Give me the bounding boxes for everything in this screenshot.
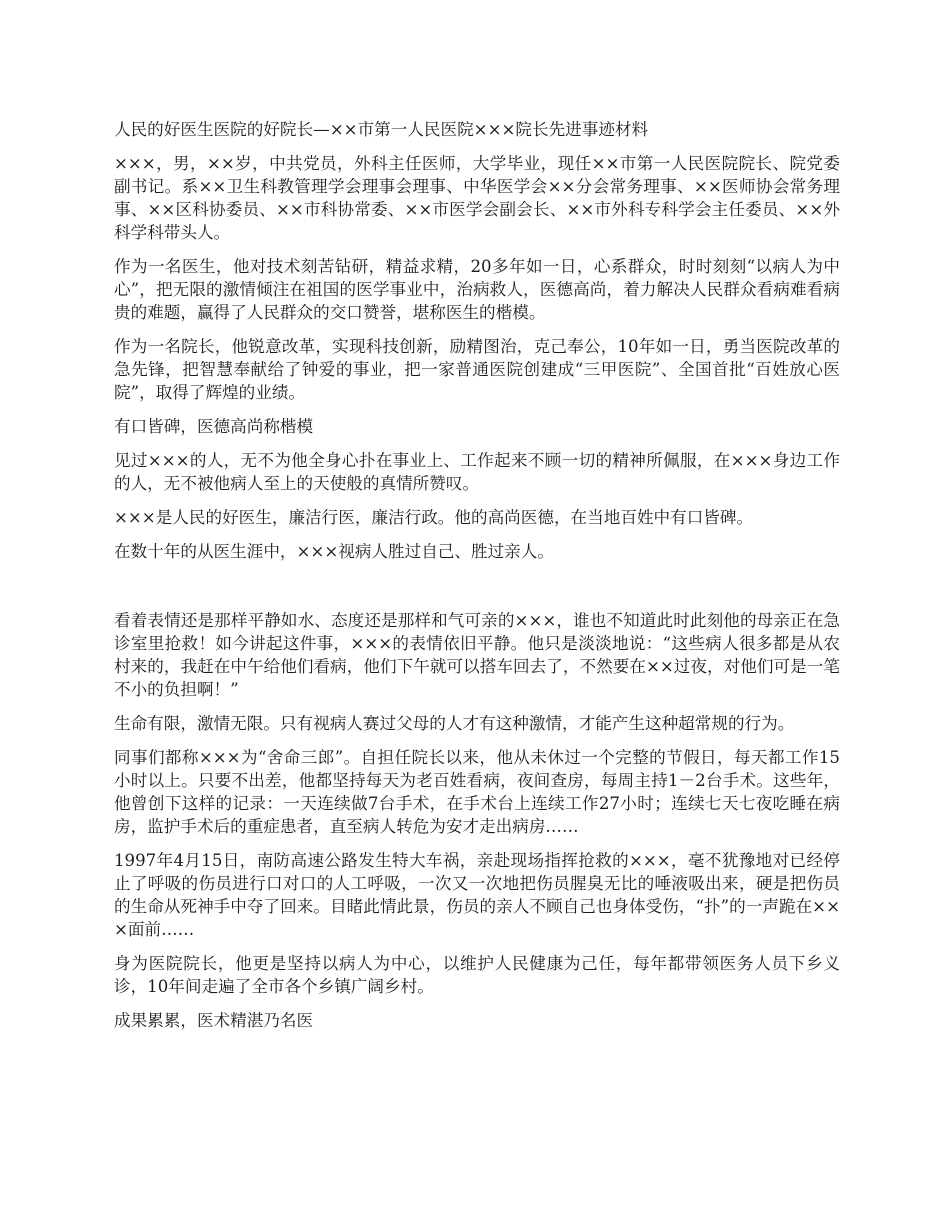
blank-gap: [114, 574, 840, 609]
section-heading-reputation: 有口皆碑，医德高尚称楷模: [114, 417, 314, 436]
admire-paragraph: 见过×××的人，无不为他全身心扑在事业上、工作起来不顾一切的精神所佩服，在×××身边工作的人，无不被他病人至上的天使般的真情所赞叹。: [114, 451, 840, 493]
intro-paragraph: ×××，男，××岁，中共党员，外科主任医师，大学毕业，现任××市第一人民医院院长、院党委副书记。系××卫生科教管理学会理事会理事、中华医学会××分会常务理事、××医师协会常务理事、××区科协委员、××市科协常委、××市医学会副会长、××市外科专科学会主任委员、××外科学科带头人。: [114, 154, 840, 242]
document-page: [114, 118, 840, 1043]
doctor-paragraph: 作为一名医生，他对技术刻苦钻研，精益求精，20多年如一日，心系群众，时时刻刻“以病人为中心”，把无限的激情倾注在祖国的医学事业中，治病救人，医德高尚，着力解决人民群众看病难看病贵的难题，赢得了人民群众的交口赞誉，堪称医生的楷模。: [114, 257, 840, 322]
good-doctor-paragraph: ×××是人民的好医生，廉洁行医，廉洁行政。他的高尚医德，在当地百姓中有口皆碑。: [114, 508, 754, 527]
career-paragraph: 在数十年的从医生涯中，×××视病人胜过自己、胜过亲人。: [114, 542, 554, 561]
section-heading-achievements: 成果累累，医术精湛乃名医: [114, 1011, 314, 1030]
passion-paragraph: 生命有限，激情无限。只有视病人赛过父母的人才有这种激情，才能产生这种超常规的行为。: [114, 714, 795, 733]
accident-paragraph: 1997年4月15日，南防高速公路发生特大车祸，亲赴现场指挥抢救的×××，毫不犹豫地对已经停止了呼吸的伤员进行口对口的人工呼吸，一次又一次地把伤员腥臭无比的唾液吸出来，硬是把伤员的生命从死神手中夺了回来。目睹此情此景，伤员的亲人不顾自己也身体受伤，“扑”的一声跪在×××面前……: [114, 851, 840, 939]
colleagues-paragraph: 同事们都称×××为“舍命三郎”。自担任院长以来，他从未休过一个完整的节假日，每天都工作15小时以上。只要不出差，他都坚持每天为老百姓看病，夜间查房，每周主持1－2台手术。这些年，他曾创下这样的记录：一天连续做7台手术，在手术台上连续工作27小时；连续七天七夜吃睡在病房，监护手术后的重症患者，直至病人转危为安才走出病房……: [114, 748, 840, 836]
rural-paragraph: 身为医院院长，他更是坚持以病人为中心，以维护人民健康为己任，每年都带领医务人员下乡义诊，10年间走遍了全市各个乡镇广阔乡村。: [114, 954, 840, 996]
mother-paragraph: 看着表情还是那样平静如水、态度还是那样和气可亲的×××，谁也不知道此时此刻他的母亲正在急诊室里抢救！如今讲起这件事，×××的表情依旧平静。他只是淡淡地说：“这些病人很多都是从农村来的，我赶在中午给他们看病，他们下午就可以搭车回去了，不然要在××过夜，对他们可是一笔不小的负担啊！”: [114, 611, 840, 699]
document-title: 人民的好医生医院的好院长—××市第一人民医院×××院长先进事迹材料: [114, 120, 649, 139]
president-paragraph: 作为一名院长，他锐意改革，实现科技创新，励精图治，克己奉公，10年如一日，勇当医院改革的急先锋，把智慧奉献给了钟爱的事业，把一家普通医院创建成“三甲医院”、全国首批“百姓放心医院”，取得了辉煌的业绩。: [114, 337, 840, 402]
